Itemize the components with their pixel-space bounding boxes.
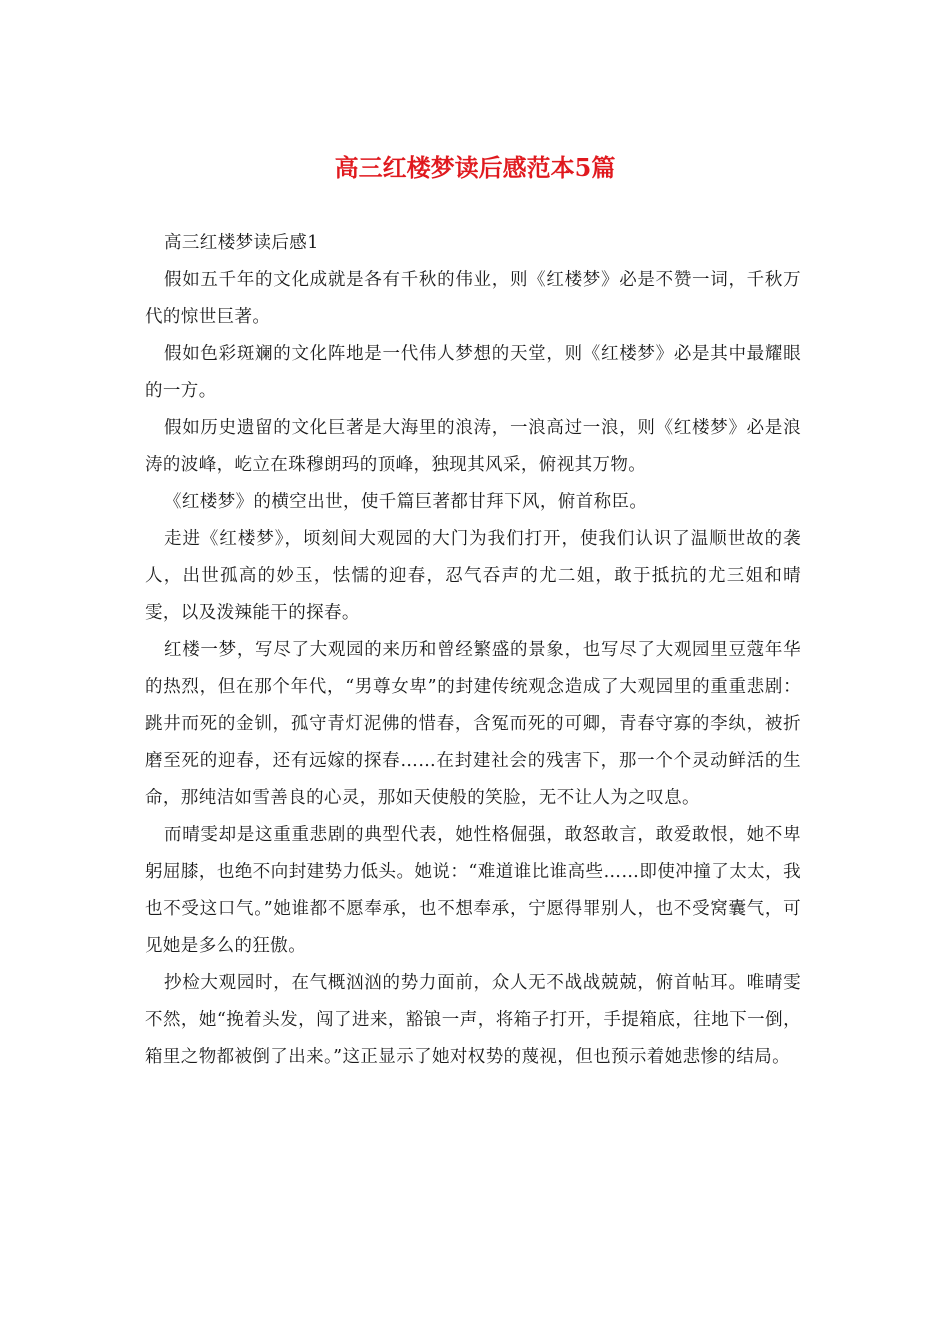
document-body bbox=[145, 225, 801, 1076]
paragraph: 假如五千年的文化成就是各有千秋的伟业，则《红楼梦》必是不赞一词，千秋万代的惊世巨著。 bbox=[145, 270, 801, 327]
paragraph: 抄检大观园时，在气概汹汹的势力面前，众人无不战战兢兢，俯首帖耳。唯晴雯不然，她“挽着头发，闯了进来，豁锒一声，将箱子打开，手提箱底，往地下一倒，箱里之物都被倒了出来。”这正显示了她对权势的蔑视，但也预示着她悲惨的结局。 bbox=[145, 973, 801, 1067]
paragraph: 而晴雯却是这重重悲剧的典型代表，她性格倔强，敢怒敢言，敢爱敢恨，她不卑躬屈膝，也绝不向封建势力低头。她说：“难道谁比谁高些……即使冲撞了太太，我也不受这口气。”她谁都不愿奉承，也不想奉承，宁愿得罪别人，也不受窝囊气，可见她是多么的狂傲。 bbox=[145, 825, 801, 956]
paragraph: 红楼一梦，写尽了大观园的来历和曾经繁盛的景象，也写尽了大观园里豆蔻年华的热烈，但在那个年代，“男尊女卑”的封建传统观念造成了大观园里的重重悲剧：跳井而死的金钏，孤守青灯泥佛的惜春，含冤而死的可卿，青春守寡的李纨，被折磨至死的迎春，还有远嫁的探春……在封建社会的残害下，那一个个灵动鲜活的生命，那纯洁如雪善良的心灵，那如天使般的笑脸，无不让人为之叹息。 bbox=[145, 640, 801, 808]
section-heading: 高三红楼梦读后感1 bbox=[164, 233, 319, 253]
paragraph: 假如历史遗留的文化巨著是大海里的浪涛，一浪高过一浪，则《红楼梦》必是浪涛的波峰，屹立在珠穆朗玛的顶峰，独现其风采，俯视其万物。 bbox=[145, 418, 801, 475]
document-title: 高三红楼梦读后感范本5篇 bbox=[334, 153, 616, 182]
paragraph: 假如色彩斑斓的文化阵地是一代伟人梦想的天堂，则《红楼梦》必是其中最耀眼的一方。 bbox=[145, 344, 801, 401]
paragraph: 走进《红楼梦》，顷刻间大观园的大门为我们打开，使我们认识了温顺世故的袭人，出世孤高的妙玉，怯懦的迎春，忍气吞声的尤二姐，敢于抵抗的尤三姐和晴雯，以及泼辣能干的探春。 bbox=[145, 529, 801, 623]
paragraph: 《红楼梦》的横空出世，使千篇巨著都甘拜下风，俯首称臣。 bbox=[164, 492, 648, 512]
